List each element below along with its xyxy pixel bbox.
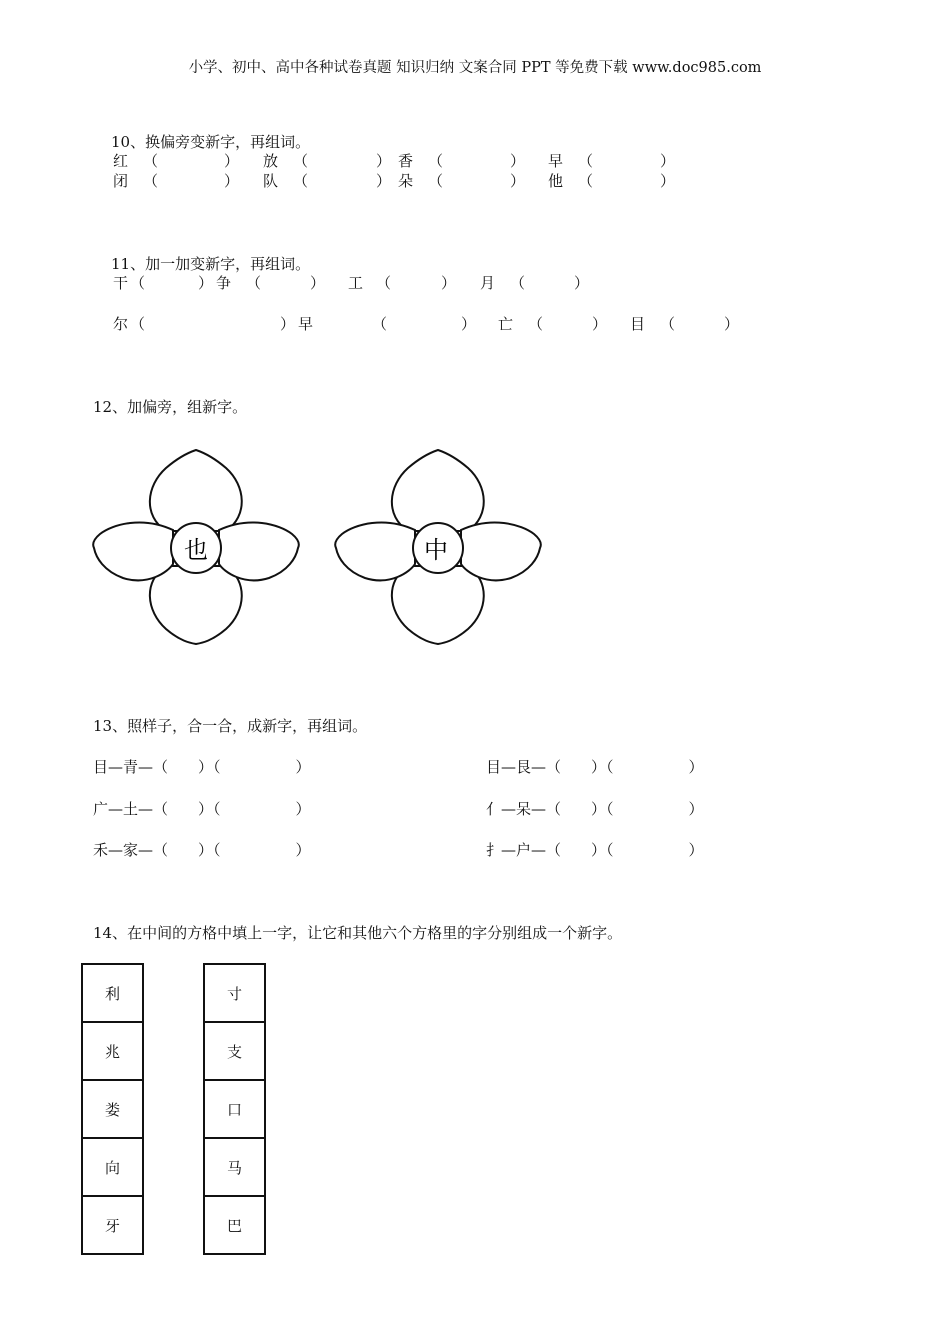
grid-row [82, 1196, 265, 1254]
paren-close: ） [224, 172, 240, 190]
paren-open: （ [578, 172, 594, 190]
grid-cell-center[interactable] [143, 1196, 204, 1254]
paren-open: （ [660, 315, 676, 333]
grid-cell-left: 向 [82, 1138, 143, 1196]
flower-center-char: 也 [184, 536, 208, 564]
grid-cell-center[interactable] [143, 1138, 204, 1196]
grid-row [82, 1138, 265, 1196]
grid-cell-left: 兆 [82, 1022, 143, 1080]
q10-char: 红 [113, 152, 129, 170]
grid-row [82, 964, 265, 1022]
petal-right [461, 522, 541, 580]
paren-close: ） [510, 172, 526, 190]
q10-char: 早 [548, 152, 564, 170]
paren-close: ） [441, 274, 457, 292]
q13-left-item: 广—土—（ ）（ ） [93, 800, 311, 818]
grid-cell-right: 寸 [204, 964, 265, 1022]
q11-char: 干 [113, 274, 129, 292]
paren-close: ） [660, 172, 676, 190]
q10-char: 他 [548, 172, 564, 190]
paren-close: ） [376, 152, 392, 170]
paren-close: ） [660, 152, 676, 170]
q10-char: 香 [398, 152, 414, 170]
paren-close: ） [592, 315, 608, 333]
q10-title: 10、换偏旁变新字，再组词。 [111, 133, 311, 151]
q11-char: 亡 [498, 315, 514, 333]
grid-row [82, 1080, 265, 1138]
page-header: 小学、初中、高中各种试卷真题 知识归纳 文案合同 PPT 等免费下载 www.doc985.com [188, 60, 762, 76]
grid-cell-left: 牙 [82, 1196, 143, 1254]
q13-right-item: 亻—呆—（ ）（ ） [486, 800, 704, 818]
paren-close: ） [461, 315, 477, 333]
q13-left-item: 目—青—（ ）（ ） [93, 758, 311, 776]
paren-close: ） [198, 274, 214, 292]
paren-open: （ [428, 152, 444, 170]
q10-char: 闭 [113, 172, 129, 190]
q14-title: 14、在中间的方格中填上一字，让它和其他六个方格里的字分别组成一个新字。 [93, 924, 623, 942]
flower-1 [88, 446, 303, 646]
paren-close: ） [280, 315, 296, 333]
grid-cell-center[interactable] [143, 1022, 204, 1080]
paren-close: ） [574, 274, 590, 292]
grid-cell-right: 巴 [204, 1196, 265, 1254]
paren-open: （ [130, 274, 146, 292]
grid-cell-center[interactable] [143, 1080, 204, 1138]
paren-open: （ [578, 152, 594, 170]
q10-char: 放 [263, 152, 279, 170]
q13-title: 13、照样子，合一合，成新字，再组词。 [93, 717, 368, 735]
q10-char: 朵 [398, 172, 414, 190]
q14-grid [81, 963, 266, 1255]
q11-char: 早 [298, 315, 314, 333]
q11-char: 工 [348, 274, 364, 292]
paren-open: （ [246, 274, 262, 292]
petal-top [392, 450, 484, 531]
petal-right [219, 522, 299, 580]
paren-open: （ [130, 315, 146, 333]
paren-open: （ [428, 172, 444, 190]
q11-title: 11、加一加变新字，再组词。 [111, 255, 311, 273]
grid-cell-right: 支 [204, 1022, 265, 1080]
paren-close: ） [310, 274, 326, 292]
q11-char: 尔 [113, 315, 129, 333]
petal-bottom [150, 566, 242, 644]
grid-cell-left: 利 [82, 964, 143, 1022]
paren-close: ） [510, 152, 526, 170]
paren-open: （ [293, 172, 309, 190]
paren-open: （ [143, 172, 159, 190]
grid-cell-center[interactable] [143, 964, 204, 1022]
paren-close: ） [724, 315, 740, 333]
paren-close: ） [224, 152, 240, 170]
paren-open: （ [293, 152, 309, 170]
q11-char: 目 [630, 315, 646, 333]
q11-char: 月 [480, 274, 496, 292]
paren-open: （ [143, 152, 159, 170]
paren-open: （ [376, 274, 392, 292]
q13-left-item: 禾—家—（ ）（ ） [93, 841, 311, 859]
petal-bottom [392, 566, 484, 644]
q13-right-item: 扌—户—（ ）（ ） [486, 841, 704, 859]
paren-open: （ [372, 315, 388, 333]
paren-open: （ [528, 315, 544, 333]
petal-left [93, 522, 173, 580]
grid-cell-right: 马 [204, 1138, 265, 1196]
q10-char: 队 [263, 172, 279, 190]
grid-cell-right: 口 [204, 1080, 265, 1138]
grid-row [82, 1022, 265, 1080]
paren-open: （ [510, 274, 526, 292]
grid-cell-left: 娄 [82, 1080, 143, 1138]
q11-char: 争 [216, 274, 232, 292]
flower-center-char: 中 [424, 536, 448, 564]
paren-close: ） [376, 172, 392, 190]
petal-left [335, 522, 415, 580]
petal-top [150, 450, 242, 531]
q13-right-item: 目—艮—（ ）（ ） [486, 758, 704, 776]
flower-2 [330, 446, 545, 646]
q12-title: 12、加偏旁，组新字。 [93, 398, 248, 416]
